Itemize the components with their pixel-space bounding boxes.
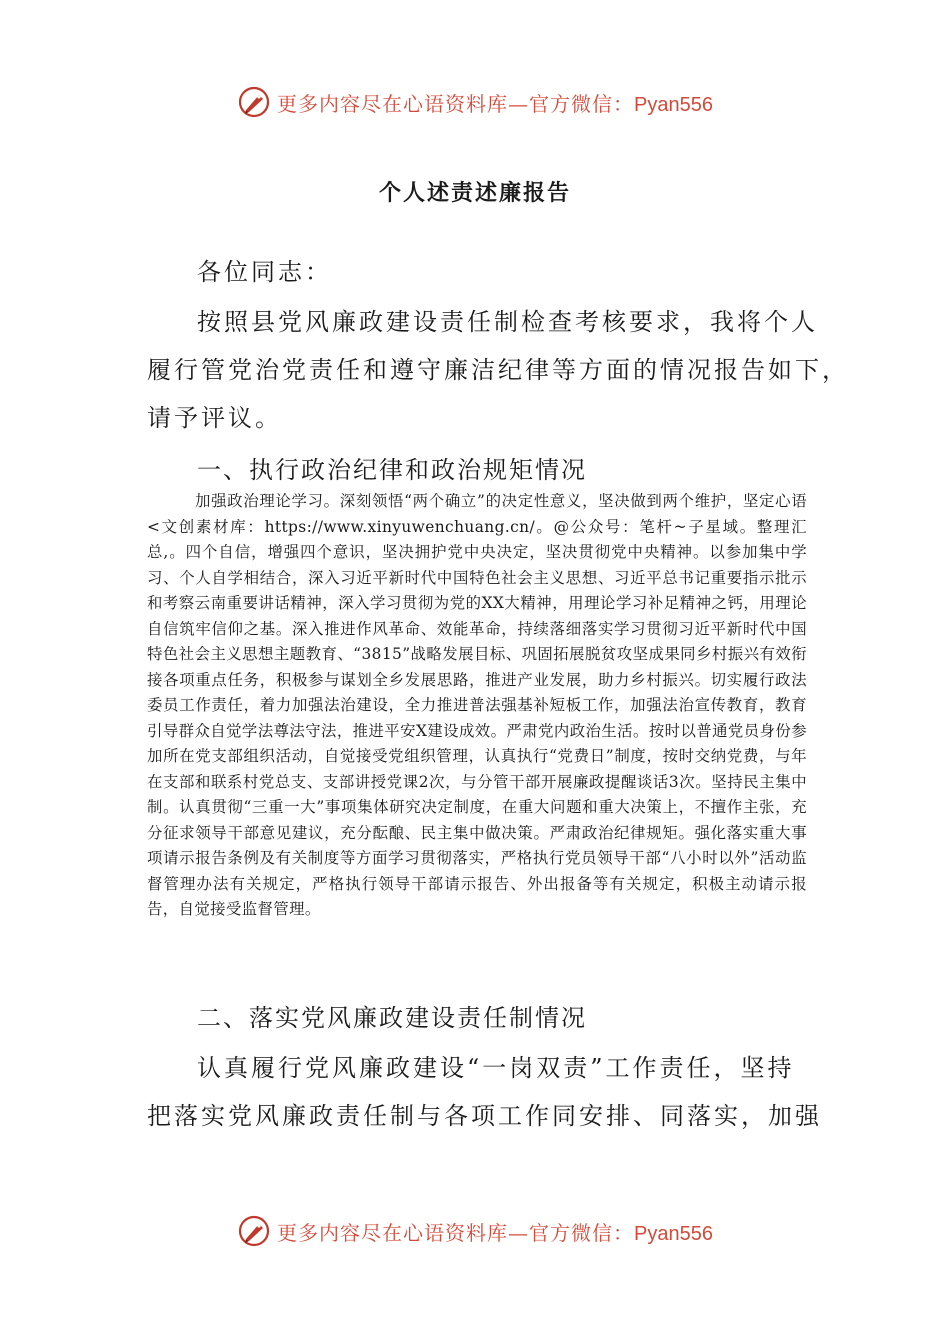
section-heading-1: 一、执行政治纪律和政治规矩情况 — [197, 456, 587, 484]
intro-line: 按照县党风廉政建设责任制检查考核要求，我将个人 — [197, 308, 818, 336]
footer-watermark-banner — [0, 1211, 950, 1251]
intro-line: 请予评议。 — [147, 404, 282, 432]
intro-line: 履行管党治党责任和遵守廉洁纪律等方面的情况报告如下， — [147, 356, 849, 384]
watermark-text: 更多内容尽在心语资料库—官方微信：Pyan556 — [277, 91, 713, 116]
header-watermark-banner — [0, 82, 950, 122]
watermark-text: 更多内容尽在心语资料库—官方微信：Pyan556 — [277, 1220, 713, 1245]
document-title: 个人述责述廉报告 — [378, 180, 571, 206]
greeting: 各位同志： — [197, 258, 332, 286]
section-2-line: 认真履行党风廉政建设“一岗双责”工作责任，坚持 — [197, 1054, 795, 1082]
pen-nib-logo-icon — [237, 1214, 271, 1248]
pen-nib-logo-icon — [237, 85, 271, 119]
section-2-line: 把落实党风廉政责任制与各项工作同安排、同落实，加强 — [147, 1102, 822, 1130]
section-1-body: 加强政治理论学习。深刻领悟“两个确立”的决定性意义，坚决做到两个维护，坚定心语<文创素材库：https://www.xinyuwenchuang.cn/。@公众号：笔杆~子星域。整理汇总,。四个自信，增强四个意识，坚决拥护党中央决定，坚决贯彻党中央精神。以参加集中学习、个人自学相结合，深入习近平新时代中国特色社会主义思想、习近平总书记重要指示批示和考察云南重要讲话精神，深入学习贯彻为党的XX大精神，用理论学习补足精神之钙，用理论自信筑牢信仰之基。深入推进作风革命、效能革命，持续落细落实学习贯彻习近平新时代中国特色社会主义思想主题教育、“3815”战略发展目标、巩固拓展脱贫攻坚成果同乡村振兴有效衔接各项重点任务，积极参与谋划全乡发展思路，推进产业发展，助力乡村振兴。切实履行政法委员工作责任，着力加强法治建设，全力推进普法强基补短板工作，加强法治宣传教育，教育引导群众自觉学法尊法守法，推进平安X建设成效。严肃党内政治生活。按时以普通党员身份参加所在党支部组织活动，自觉接受党组织管理，认真执行“党费日”制度，按时交纳党费，与年在支部和联系村党总支、支部讲授党课2次，与分管干部开展廉政提醒谈话3次。坚持民主集中制。认真贯彻“三重一大”事项集体研究决定制度，在重大问题和重大决策上，不擅作主张，充分征求领导干部意见建议，充分酝酿、民主集中做决策。严肃政治纪律规矩。强化落实重大事项请示报告条例及有关制度等方面学习贯彻落实，严格执行党员领导干部“八小时以外”活动监督管理办法有关规定，严格执行领导干部请示报告、外出报备等有关规定，积极主动请示报告，自觉接受监督管理。 — [147, 492, 807, 918]
section-heading-2: 二、落实党风廉政建设责任制情况 — [197, 1004, 587, 1032]
